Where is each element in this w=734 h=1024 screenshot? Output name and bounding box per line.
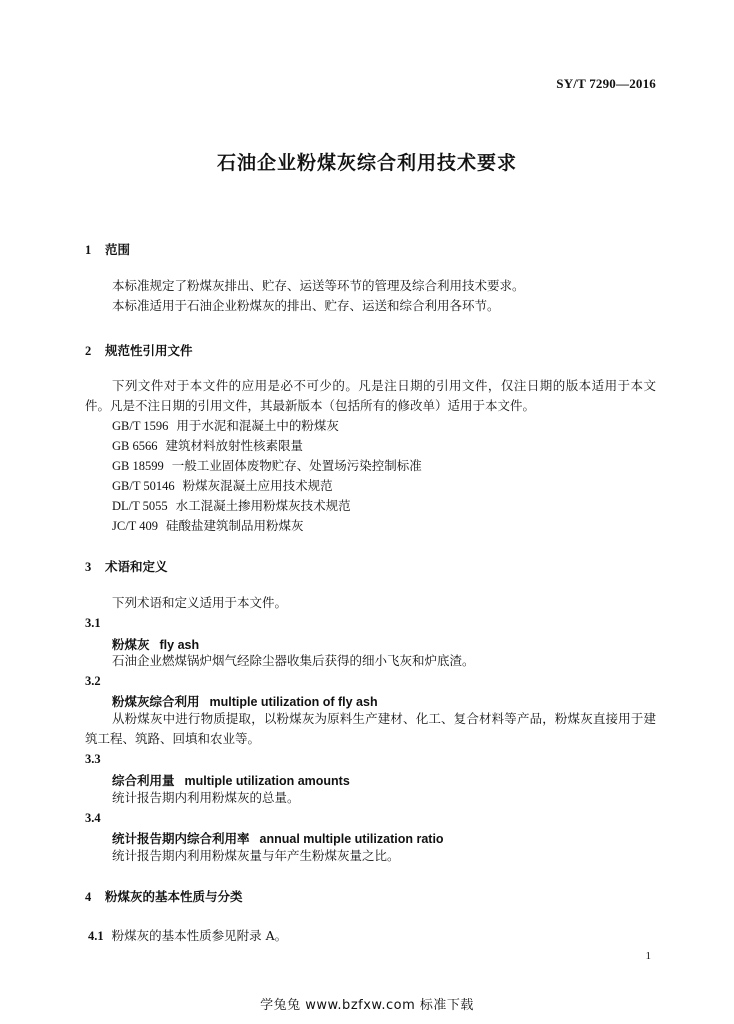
term-id: 3.1 bbox=[85, 616, 101, 630]
section-2-intro: 下列文件对于本文件的应用是必不可少的。凡是注日期的引用文件，仅注日期的版本适用于本文件。凡是不注日期的引用文件，其最新版本（包括所有的修改单）适用于本文件。 bbox=[85, 378, 656, 413]
reference-item: DL/T 5055 水工混凝土掺用粉煤灰技术规范 bbox=[112, 498, 351, 513]
reference-item: GB 6566 建筑材料放射性核素限量 bbox=[112, 438, 304, 453]
subsection-4-1: 4.1 粉煤灰的基本性质参见附录 A。 bbox=[88, 928, 288, 943]
section-1-para-2: 本标准适用于石油企业粉煤灰的排出、贮存、运送和综合利用各环节。 bbox=[112, 298, 500, 313]
page-number: 1 bbox=[645, 950, 651, 962]
section-2-heading: 2 规范性引用文件 bbox=[85, 343, 193, 358]
term-title: 统计报告期内综合利用率 annual multiple utilization ratio bbox=[112, 831, 444, 846]
term-definition: 石油企业燃煤锅炉烟气经除尘器收集后获得的细小飞灰和炉底渣。 bbox=[112, 653, 475, 668]
document-title: 石油企业粉煤灰综合利用技术要求 bbox=[216, 152, 517, 174]
section-3-heading: 3 术语和定义 bbox=[85, 559, 168, 574]
term-id: 3.3 bbox=[85, 752, 101, 766]
term-title: 粉煤灰 fly ash bbox=[112, 637, 200, 652]
term-definition: 统计报告期内利用粉煤灰的总量。 bbox=[112, 790, 300, 805]
term-title: 综合利用量 multiple utilization amounts bbox=[112, 773, 350, 788]
reference-item: GB/T 50146 粉煤灰混凝土应用技术规范 bbox=[112, 478, 333, 493]
section-3-intro: 下列术语和定义适用于本文件。 bbox=[112, 595, 288, 610]
standard-code: SY/T 7290—2016 bbox=[556, 76, 656, 91]
term-id: 3.2 bbox=[85, 674, 101, 688]
term-title: 粉煤灰综合利用 multiple utilization of fly ash bbox=[112, 694, 378, 709]
section-4-heading: 4 粉煤灰的基本性质与分类 bbox=[85, 889, 243, 904]
footer-watermark: 学兔兔 www.bzfxw.com 标准下载 bbox=[260, 998, 474, 1013]
term-id: 3.4 bbox=[85, 811, 101, 825]
term-definition: 从粉煤灰中进行物质提取，以粉煤灰为原料生产建材、化工、复合材料等产品，粉煤灰直接用于建筑工程、筑路、回填和农业等。 bbox=[85, 711, 656, 746]
section-1-para-1: 本标准规定了粉煤灰排出、贮存、运送等环节的管理及综合利用技术要求。 bbox=[112, 278, 525, 293]
reference-item: GB/T 1596 用于水泥和混凝土中的粉煤灰 bbox=[112, 418, 339, 433]
section-1-heading: 1 范围 bbox=[85, 242, 131, 257]
reference-item: GB 18599 一般工业固体废物贮存、处置场污染控制标准 bbox=[112, 458, 422, 473]
term-definition: 统计报告期内利用粉煤灰量与年产生粉煤灰量之比。 bbox=[112, 848, 400, 863]
reference-item: JC/T 409 硅酸盐建筑制品用粉煤灰 bbox=[112, 518, 304, 533]
